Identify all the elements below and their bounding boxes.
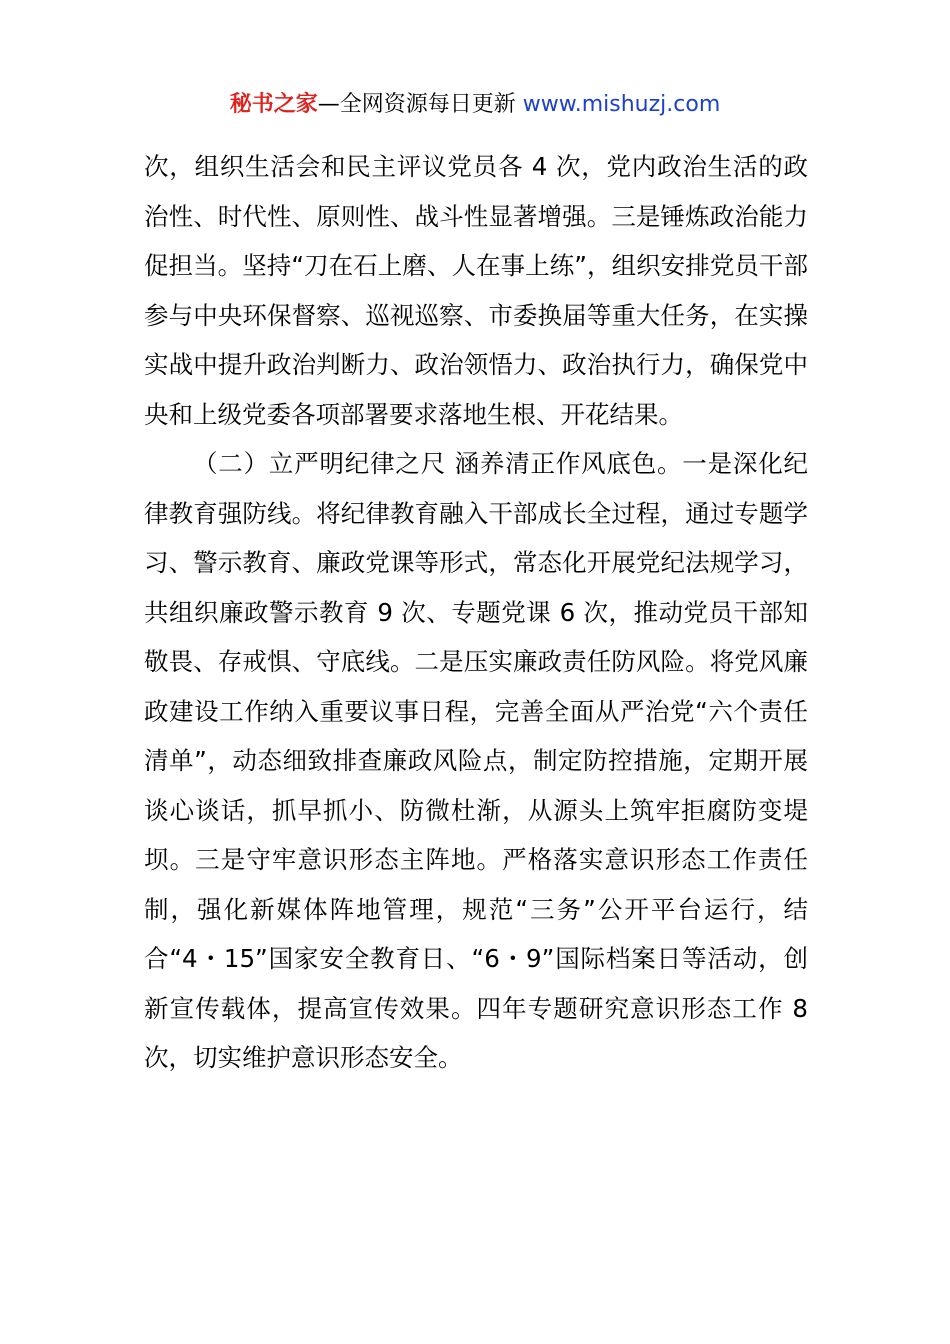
paragraph-continuation: 次，组织生活会和民主评议党员各 4 次，党内政治生活的政治性、时代性、原则性、战斗性显著增强。三是锤炼政治能力促担当。坚持“刀在石上磨、人在事上练”，组织安排党员干部参与中央环保督察、巡视巡察、市委换届等重大任务，在实操实战中提升政治判断力、政治领悟力、政治执行力，确保党中央和上级党委各项部署要求落地生根、开花结果。 (144, 152, 808, 429)
site-tagline: —全网资源每日更新 (317, 92, 523, 117)
page-header (0, 88, 950, 122)
site-url-link[interactable]: www.mishuzj.com (522, 92, 721, 117)
paragraph-section-two: （二）立严明纪律之尺 涵养清正作风底色。一是深化纪律教育强防线。将纪律教育融入干部成长全过程，通过专题学习、警示教育、廉政党课等形式，常态化开展党纪法规学习，共组织廉政警示教育 9 次、专题党课 6 次，推动党员干部知敬畏、存戒惧、守底线。二是压实廉政责任防风险。将党风廉政建设工作纳入重要议事日程，完善全面从严治党“六个责任清单”，动态细致排查廉政风险点，制定防控措施，定期开展谈心谈话，抓早抓小、防微杜渐，从源头上筑牢拒腐防变堤坝。三是守牢意识形态主阵地。严格落实意识形态工作责任制，强化新媒体阵地管理，规范“三务”公开平台运行，结合“4・15”国家安全教育日、“6・9”国际档案日等活动，创新宣传载体，提高宣传效果。四年专题研究意识形态工作 8 次，切实维护意识形态安全。 (144, 449, 808, 1072)
document-body (144, 142, 808, 1083)
site-brand: 秘书之家 (229, 92, 318, 117)
